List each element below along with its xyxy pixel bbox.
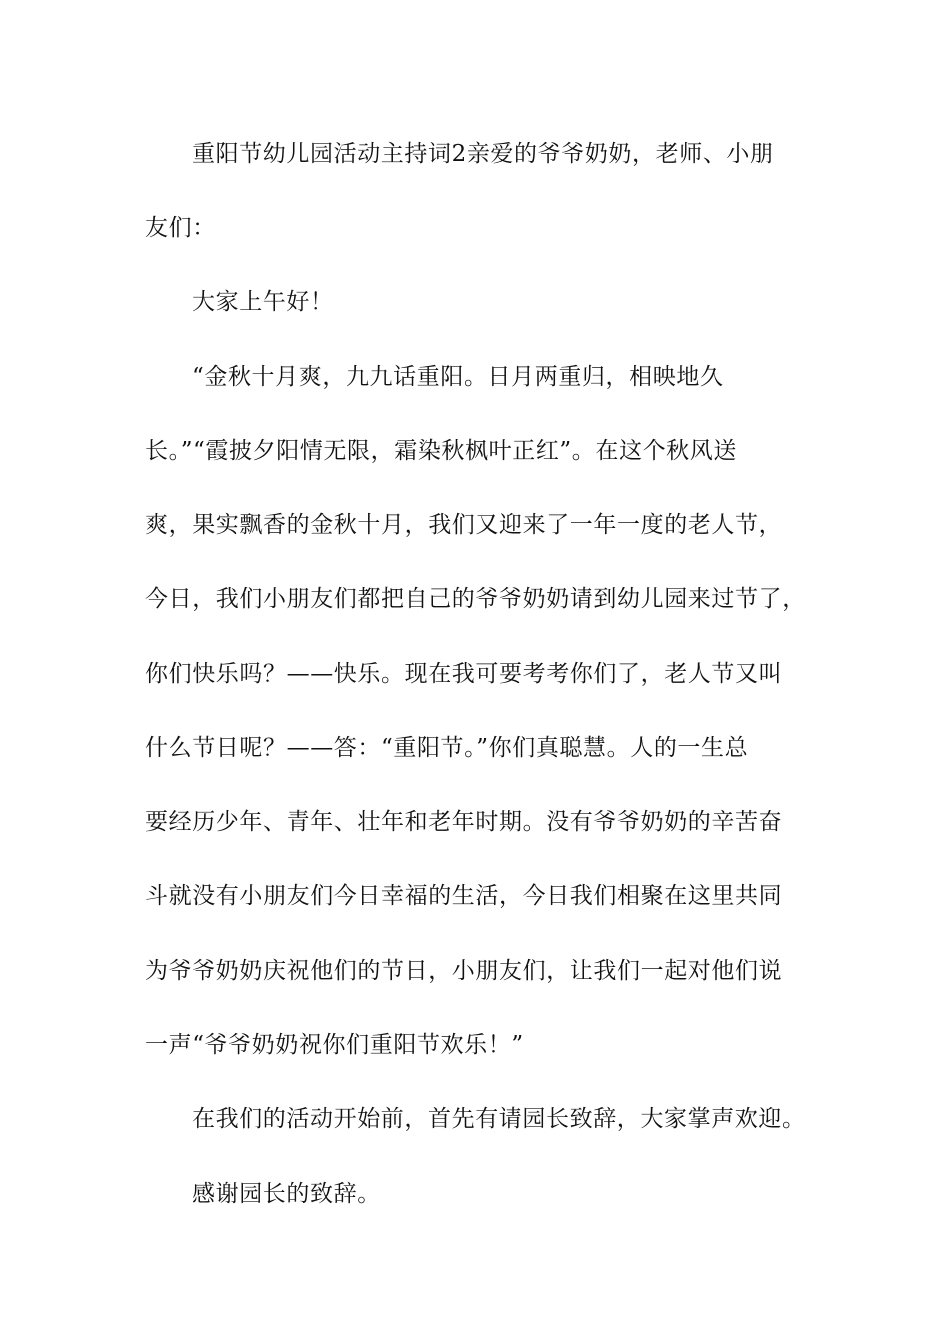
paragraph-line: 长。”“霞披夕阳情无限，霜染秋枫叶正红”。在这个秋风送 bbox=[145, 438, 737, 464]
paragraph-line: 在我们的活动开始前，首先有请园长致辞，大家掌声欢迎。 bbox=[192, 1106, 806, 1132]
paragraph-line: 大家上午好！ bbox=[192, 289, 334, 315]
paragraph-line: 今日，我们小朋友们都把自己的爷爷奶奶请到幼儿园来过节了， bbox=[145, 586, 806, 612]
paragraph-line: 感谢园长的致辞。 bbox=[192, 1181, 381, 1207]
paragraph-line: 要经历少年、青年、壮年和老年时期。没有爷爷奶奶的辛苦奋 bbox=[145, 809, 783, 835]
paragraph-line: 重阳节幼儿园活动主持词2亲爱的爷爷奶奶，老师、小朋 bbox=[192, 141, 774, 167]
paragraph-line: 友们： bbox=[145, 215, 216, 241]
paragraph-line: 爽，果实飘香的金秋十月，我们又迎来了一年一度的老人节， bbox=[145, 512, 783, 538]
paragraph-line: 斗就没有小朋友们今日幸福的生活，今日我们相聚在这里共同 bbox=[145, 883, 783, 909]
paragraph-line: 为爷爷奶奶庆祝他们的节日，小朋友们，让我们一起对他们说 bbox=[145, 958, 783, 984]
paragraph-line: 一声“爷爷奶奶祝你们重阳节欢乐！” bbox=[145, 1032, 524, 1058]
paragraph-line: 什么节日呢？——答：“重阳节。”你们真聪慧。人的一生总 bbox=[145, 735, 749, 761]
paragraph-line: “金秋十月爽，九九话重阳。日月两重归，相映地久 bbox=[192, 364, 724, 390]
paragraph-line: 你们快乐吗？——快乐。现在我可要考考你们了，老人节又叫 bbox=[145, 661, 783, 687]
